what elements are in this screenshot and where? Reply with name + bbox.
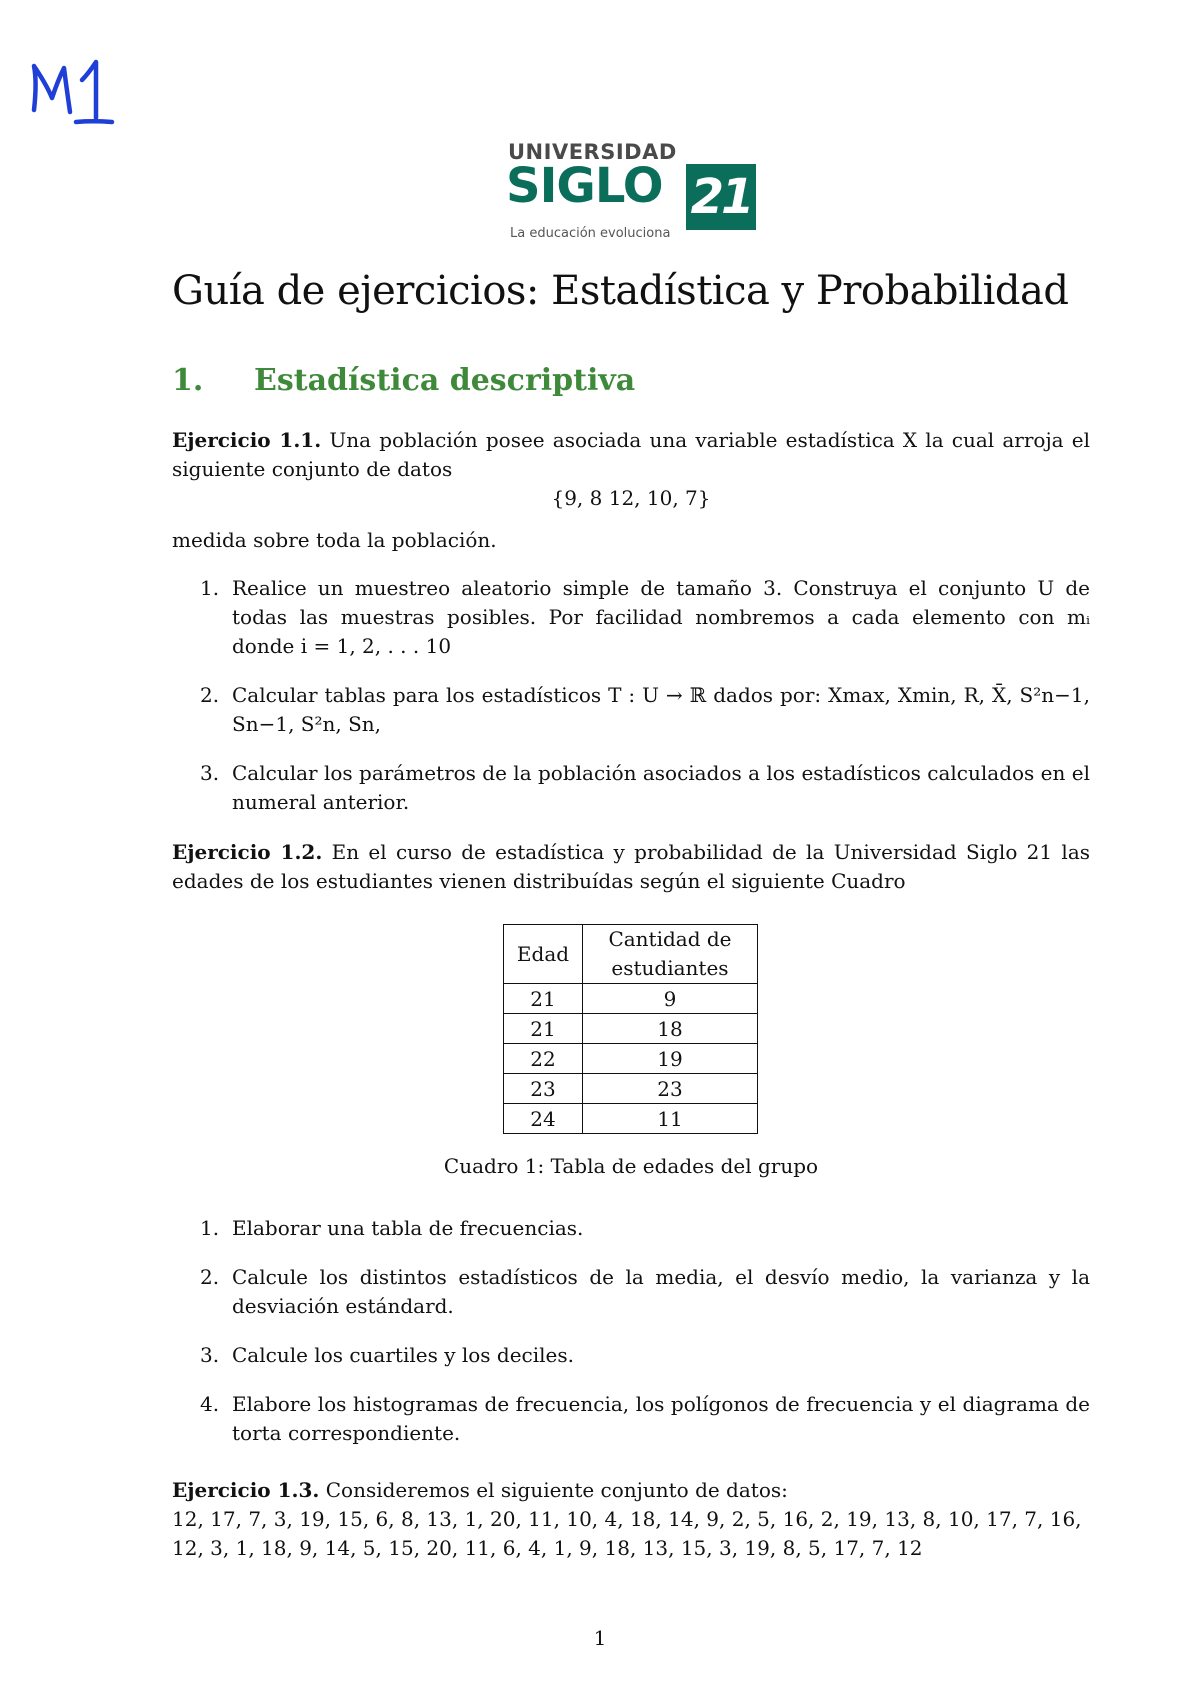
table-header-row	[504, 925, 758, 984]
table-row	[504, 1074, 758, 1104]
column-header: Cantidad de estudiantes	[583, 925, 758, 984]
data-set: {9, 8 12, 10, 7}	[551, 486, 711, 510]
list-item	[172, 1263, 1090, 1321]
university-logo	[508, 140, 756, 244]
page-number: 1	[593, 1626, 607, 1650]
table-caption: Cuadro 1: Tabla de edades del grupo	[443, 1154, 819, 1178]
table-cell: 9	[583, 984, 758, 1014]
logo-top-text: UNIVERSIDAD	[508, 140, 677, 164]
table-cell: 23	[504, 1074, 583, 1104]
exercise-1-1-after: medida sobre toda la población.	[172, 528, 497, 552]
section-heading	[172, 363, 635, 398]
item-number: 1.	[200, 576, 220, 600]
exercise-label: Ejercicio 1.2.	[172, 840, 323, 864]
logo-main-text: SIGLO	[506, 158, 663, 214]
item-number: 2.	[200, 683, 220, 707]
table-row	[504, 984, 758, 1014]
table-cell: 23	[583, 1074, 758, 1104]
item-text: Calcule los cuartiles y los deciles.	[232, 1343, 575, 1367]
table-row	[504, 1104, 758, 1134]
table-cell: 21	[504, 984, 583, 1014]
table-cell: 24	[504, 1104, 583, 1134]
item-text: Elaborar una tabla de frecuencias.	[232, 1216, 584, 1240]
data-line-1: 12, 17, 7, 3, 19, 15, 6, 8, 13, 1, 20, 11, 10, 4, 18, 14, 9, 2, 5, 16, 2, 19, 13, 8, 10, 17, 7, 16,	[172, 1507, 1082, 1531]
item-text: Calcular tablas para los estadísticos T : U → ℝ dados por: Xmax, Xmin, R, X̄, S²n−1, Sn−1, S²n, Sn,	[232, 683, 1090, 736]
exercise-1-1-list	[172, 574, 1090, 817]
section-number: 1.	[172, 363, 204, 398]
data-line-2: 12, 3, 1, 18, 9, 14, 5, 15, 20, 11, 6, 4, 1, 9, 18, 13, 15, 3, 19, 8, 5, 17, 7, 12	[172, 1536, 923, 1560]
item-text: Realice un muestreo aleatorio simple de tamaño 3. Construya el conjunto U de todas las muestras posibles. Por facilidad nombremos a cada elemento con mᵢ donde i = 1, 2, . . . 10	[232, 576, 1090, 658]
section-title: Estadística descriptiva	[254, 363, 636, 398]
list-item	[172, 681, 1090, 739]
item-number: 3.	[200, 1343, 220, 1367]
list-item	[172, 1214, 1090, 1243]
table-cell: 18	[583, 1014, 758, 1044]
table-cell: 21	[504, 1014, 583, 1044]
item-number: 4.	[200, 1392, 220, 1416]
ages-table	[503, 924, 758, 1134]
table-row	[504, 1044, 758, 1074]
logo-tagline: La educación evoluciona	[510, 226, 671, 241]
exercise-1-2-list	[172, 1214, 1090, 1448]
table-cell: 22	[504, 1044, 583, 1074]
exercise-label: Ejercicio 1.3.	[172, 1478, 320, 1502]
item-number: 2.	[200, 1265, 220, 1289]
list-item	[172, 574, 1090, 661]
item-number: 3.	[200, 761, 220, 785]
exercise-1-3-intro	[172, 1476, 1090, 1505]
logo-number-box: 21	[686, 164, 756, 230]
table-row	[504, 1014, 758, 1044]
item-text: Calcular los parámetros de la población asociados a los estadísticos calculados en el numeral anterior.	[232, 761, 1090, 814]
column-header: Edad	[504, 925, 583, 984]
item-text: Elabore los histogramas de frecuencia, los polígonos de frecuencia y el diagrama de torta correspondiente.	[232, 1392, 1090, 1445]
exercise-text: Consideremos el siguiente conjunto de datos:	[325, 1478, 788, 1502]
document-title: Guía de ejercicios: Estadística y Probabilidad	[172, 268, 1069, 314]
exercise-text: Una población posee asociada una variable estadística X la cual arroja el siguiente conjunto de datos	[172, 428, 1090, 481]
item-number: 1.	[200, 1216, 220, 1240]
list-item	[172, 1341, 1090, 1370]
table-cell: 11	[583, 1104, 758, 1134]
list-item	[172, 1390, 1090, 1448]
exercise-text: En el curso de estadística y probabilidad de la Universidad Siglo 21 las edades de los estudiantes vienen distribuídas según el siguiente Cuadro	[172, 840, 1091, 893]
exercise-1-2-intro	[172, 838, 1090, 896]
handwritten-annotation	[28, 58, 118, 136]
exercise-1-1-intro	[172, 426, 1090, 484]
exercise-label: Ejercicio 1.1.	[172, 428, 322, 452]
table-cell: 19	[583, 1044, 758, 1074]
list-item	[172, 759, 1090, 817]
item-text: Calcule los distintos estadísticos de la media, el desvío medio, la varianza y la desviación estándard.	[232, 1265, 1090, 1318]
